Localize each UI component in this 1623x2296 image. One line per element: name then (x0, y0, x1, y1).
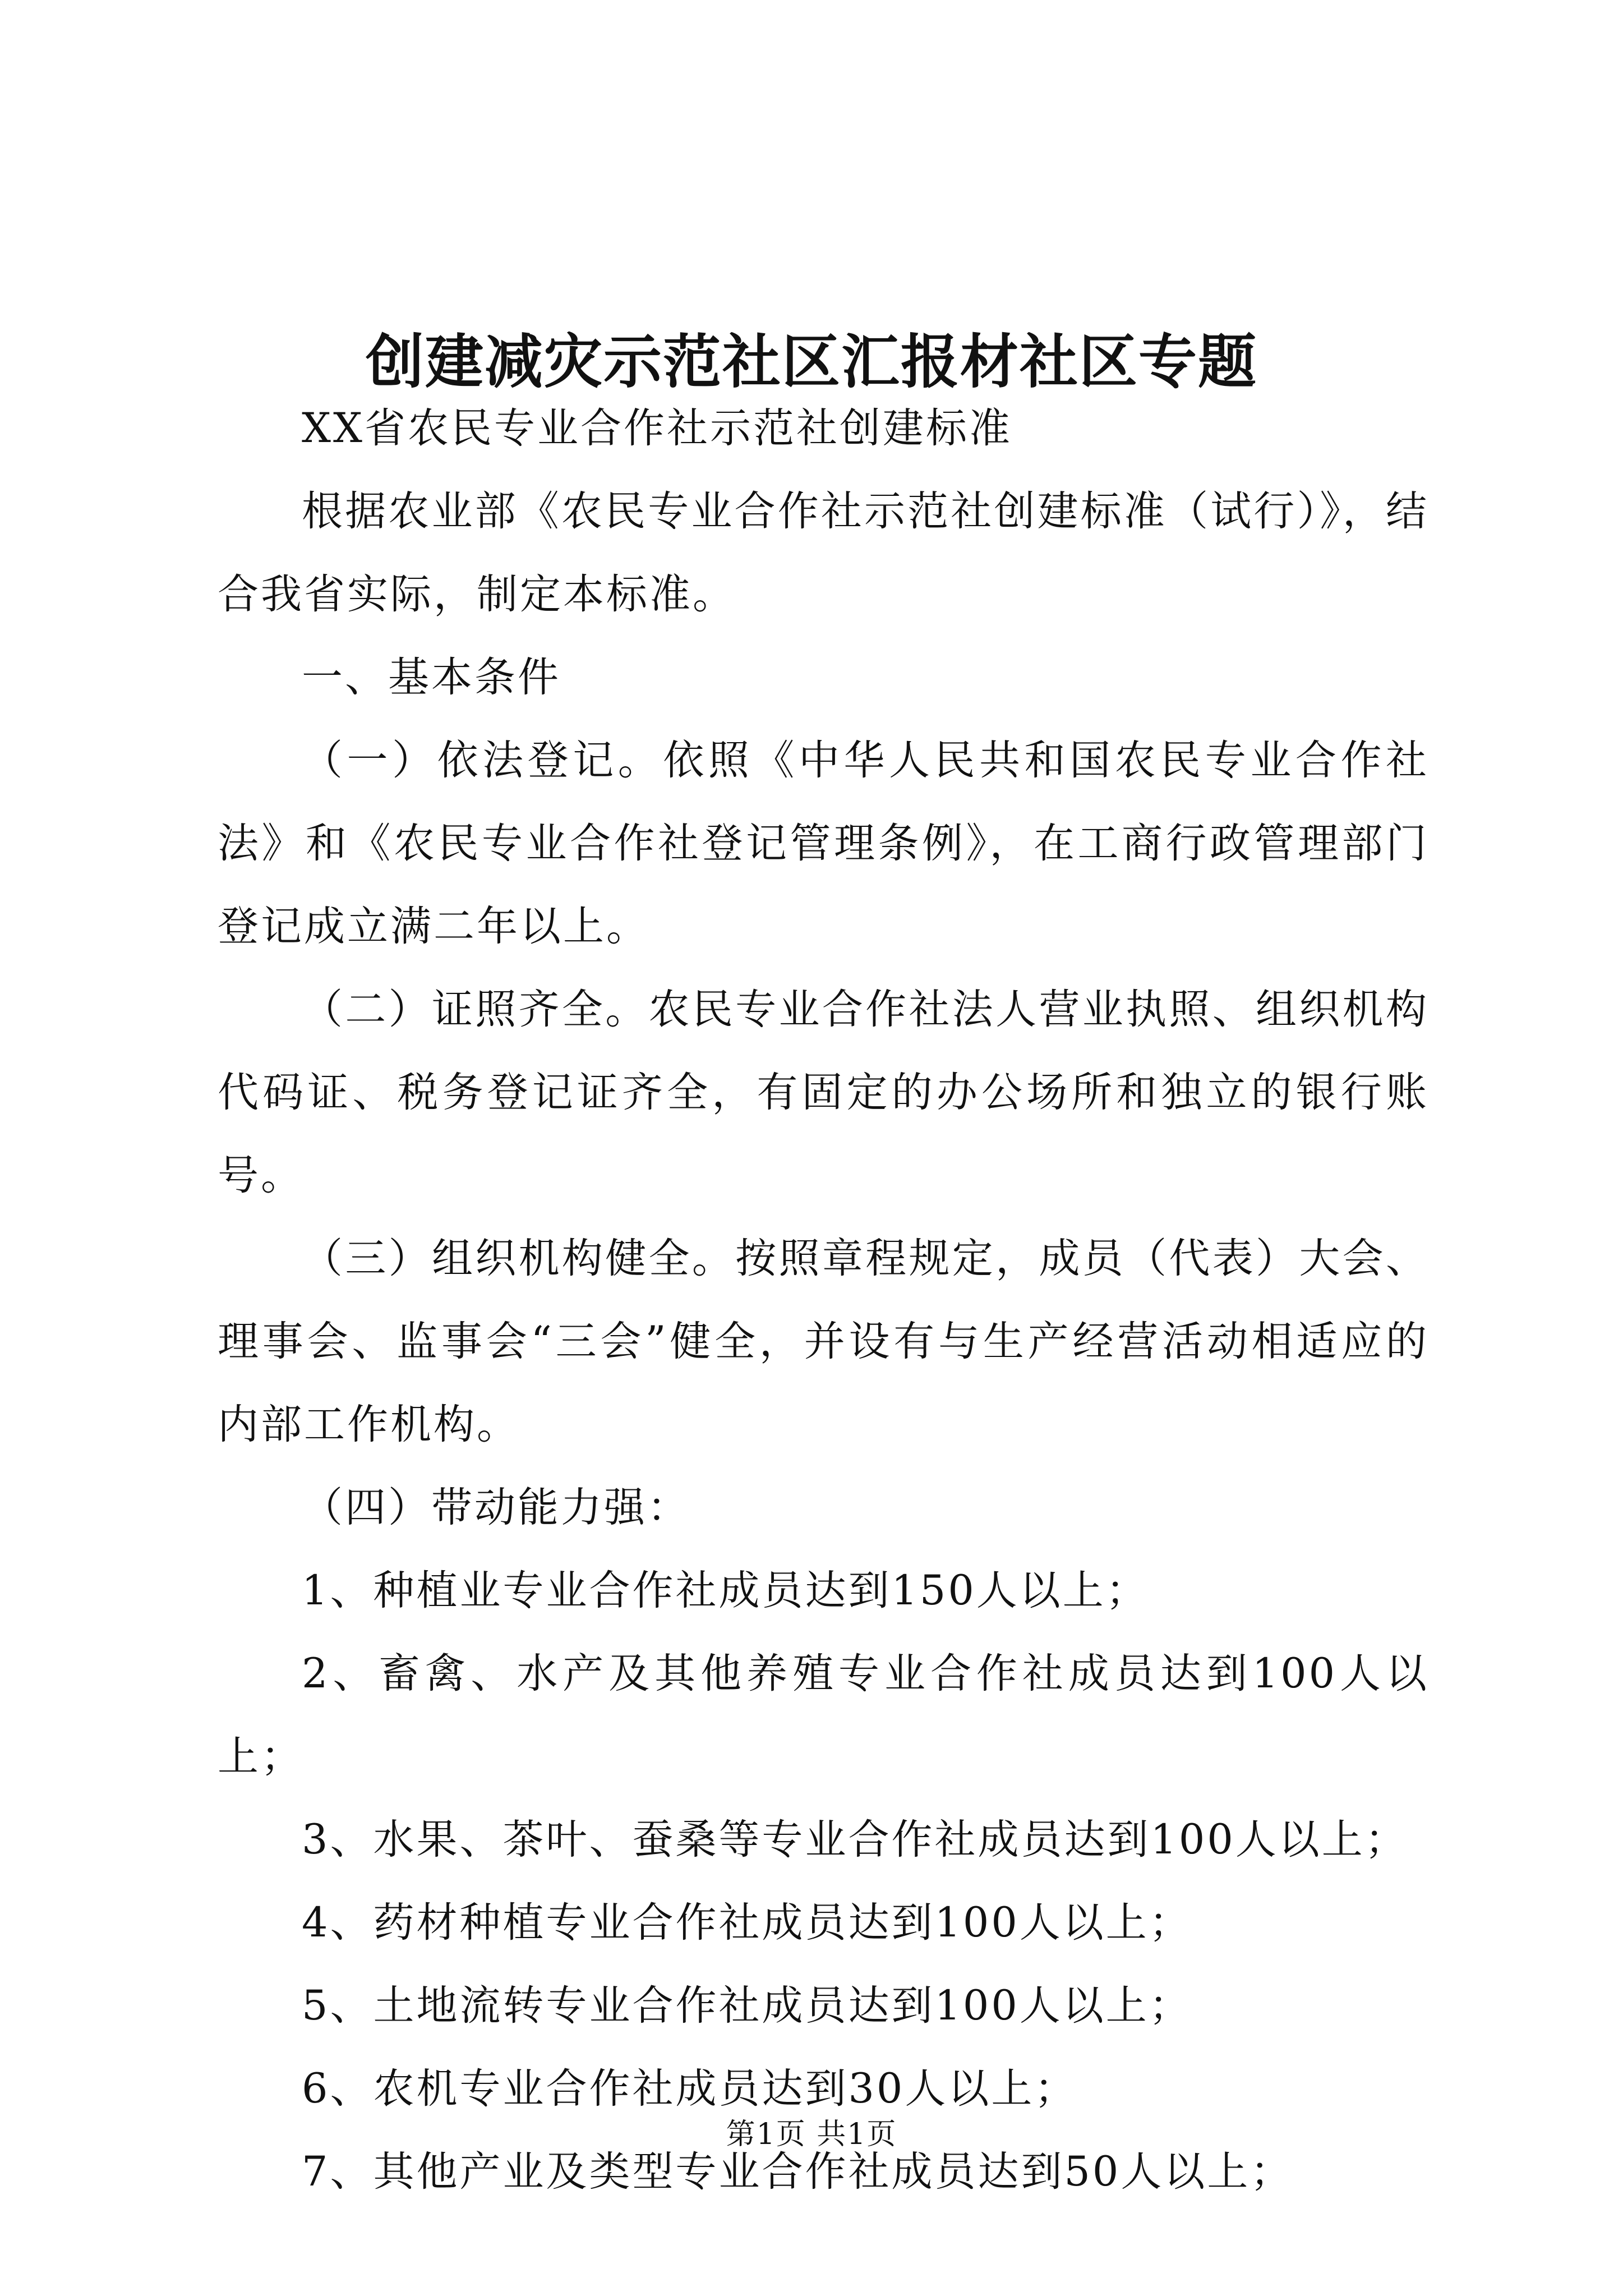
list-item-7: 7、其他产业及类型专业合作社成员达到50人以上； (302, 2148, 1294, 2196)
list-item-6: 6、农机专业合作社成员达到30人以上； (302, 2065, 1078, 2113)
list-item-1: 1、种植业专业合作社成员达到150人以上； (302, 1567, 1149, 1614)
list-item-4: 4、药材种植专业合作社成员达到100人以上； (302, 1899, 1192, 1947)
list-item-3: 3、水果、茶叶、蚕桑等专业合作社成员达到100人以上； (302, 1816, 1408, 1864)
paragraph-condition-1: （一）依法登记。依照《中华人民共和国农民专业合作社法》和《农民专业合作社登记管理条例》，在工商行政管理部门登记成立满二年以上。 (218, 737, 1429, 950)
paragraph-condition-3: （三）组织机构健全。按照章程规定，成员（代表）大会、理事会、监事会“三会”健全，并设有与生产经营活动相适应的内部工作机构。 (218, 1235, 1429, 1448)
document-title: 创建减灾示范社区汇报材社区专题 (365, 326, 1257, 396)
page-footer: 第1页 共1页 (726, 2118, 897, 2151)
paragraph-condition-2: （二）证照齐全。农民专业合作社法人营业执照、组织机构代码证、税务登记证齐全，有固定的办公场所和独立的银行账号。 (218, 986, 1429, 1199)
list-item-5: 5、土地流转专业合作社成员达到100人以上； (302, 1982, 1192, 2030)
paragraph-intro: 根据农业部《农民专业合作社示范社创建标准（试行）》，结合我省实际，制定本标准。 (218, 487, 1429, 618)
paragraph-condition-4: （四）带动能力强： (302, 1484, 690, 1531)
paragraph-subtitle: XX省农民专业合作社示范社创建标准 (302, 404, 1012, 452)
section-heading-basic-conditions: 一、基本条件 (302, 654, 561, 701)
document-body (218, 387, 1429, 2214)
list-item-2: 2、畜禽、水产及其他养殖专业合作社成员达到100人以上； (218, 1650, 1429, 1780)
